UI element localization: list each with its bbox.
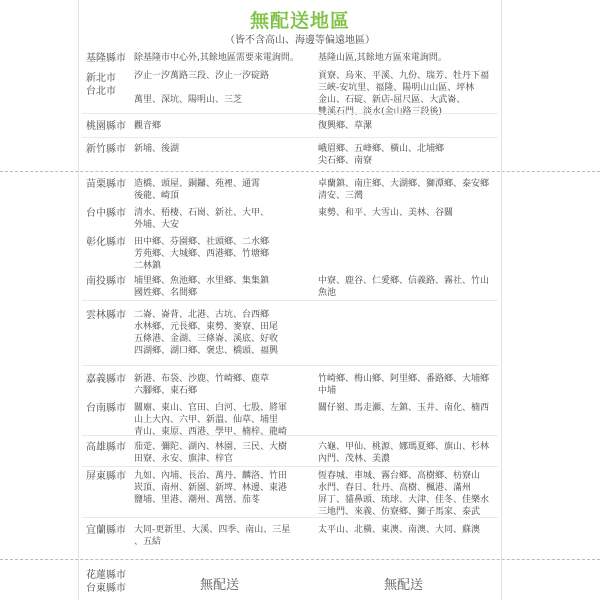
district-list-col1 <box>134 402 312 438</box>
district-line: 除基隆市中心外,其餘地區需要來電詢問。 <box>134 53 299 63</box>
footer-col2: 無配送 <box>384 578 424 593</box>
district-line: 東勢、和平、大雪山、美林、谷關 <box>318 208 454 218</box>
district-line: 中寮、鹿谷、仁愛鄉、信義路、霧社、竹山 <box>318 276 490 286</box>
county-name <box>86 275 126 288</box>
district-line: 崁頂、南州、新園、新埤、林邊、東港 <box>134 483 288 493</box>
district-list-col1 <box>134 207 312 231</box>
district-line: 田寮、永安、旗津、梓官 <box>134 454 234 464</box>
district-list-col2 <box>318 178 498 202</box>
county-line: 苗栗縣市 <box>86 179 126 190</box>
row-separator <box>82 365 498 366</box>
county-name <box>86 402 126 415</box>
county-name <box>86 120 126 133</box>
district-line: 新港、布袋、沙鹿、竹崎鄉、鹿草 <box>134 374 270 384</box>
county-name <box>86 207 126 220</box>
district-line: 峨眉鄉、五峰鄉、橫山、北埔鄉 <box>318 144 445 154</box>
footer-col1: 無配送 <box>200 578 240 593</box>
district-list-col1 <box>134 470 312 506</box>
district-line: 水林鄉、元長鄉、東勢、麥寮、田尾 <box>134 322 279 332</box>
county-name <box>86 524 126 537</box>
district-list-col2 <box>318 275 498 299</box>
district-line: 後龍、崎頂 <box>134 191 180 201</box>
district-list-col2 <box>318 70 498 118</box>
district-line: 新埔、後湖 <box>134 144 180 154</box>
county-name <box>86 309 126 322</box>
district-line: 三峽-安坑里、福隆、陽明山山區、坪林 <box>318 83 475 93</box>
district-line: 竹崎鄉、梅山鄉、阿里鄉、番路鄉、大埔鄉 <box>318 374 490 384</box>
district-line: 三地門、來義、仿寮鄉、獅子馬家、泰武 <box>318 507 481 517</box>
district-line: 外埔、大安 <box>134 220 180 230</box>
district-line: 鹽埔、里港、潮州、萬巒、茄苳 <box>134 495 261 505</box>
county-line: 桃園縣市 <box>86 121 126 132</box>
county-line: 基隆縣市 <box>86 53 126 64</box>
district-list-col2 <box>318 143 498 167</box>
district-list-col1 <box>134 524 312 548</box>
district-list-col1 <box>134 441 312 465</box>
row-separator <box>82 113 498 114</box>
row-separator <box>82 466 498 467</box>
county-line: 宜蘭縣市 <box>86 525 126 536</box>
district-list-col1 <box>134 120 312 132</box>
county-line: 新竹縣市 <box>86 144 126 155</box>
county-name <box>86 72 116 98</box>
district-line: 六龜、甲仙、桃源、娜瑪夏鄉、旗山、杉林 <box>318 442 490 452</box>
district-line: 雙溪石門、淡水(金山路三段後) <box>318 107 443 117</box>
district-line: 田中鄉、芬園鄉、社頭鄉、二水鄉 <box>134 237 270 247</box>
district-line: 四湖鄉、湖口鄉、褒忠、橋頭、福興 <box>134 346 279 356</box>
county-name <box>86 143 126 156</box>
district-line: 尖石鄉、南寮 <box>318 156 373 166</box>
district-line: 山上大內、六甲、新溫、仙草、埔里 <box>134 415 279 425</box>
district-list-col1 <box>134 178 312 202</box>
county-line: 彰化縣市 <box>86 237 126 248</box>
page-title: 無配送地區 <box>249 10 350 32</box>
district-list-col2 <box>318 524 498 536</box>
district-line: 太平山、北橫、東澳、南澳、大同、蘇澳 <box>318 525 481 535</box>
district-list-col2 <box>318 120 498 132</box>
district-line: 恆春城、車城、霧台鄉、高樹鄉、枋寮山 <box>318 471 481 481</box>
county-line: 屏東縣市 <box>86 471 126 482</box>
district-line <box>134 82 312 94</box>
district-line: 觀音鄉 <box>134 121 162 131</box>
county-line: 南投縣市 <box>86 276 126 287</box>
district-line: 二林鎮 <box>134 261 162 271</box>
district-line: 五條港、金湖、三條崙、溪底、好收 <box>134 334 279 344</box>
district-line: 中埔 <box>318 386 337 396</box>
district-line: 萬里、深坑、陽明山、三芝 <box>134 95 243 105</box>
page-subtitle: （皆不含高山、海邊等偏遠地區） <box>225 35 375 46</box>
county-name <box>86 52 126 65</box>
district-list-col2 <box>318 402 498 414</box>
county-name <box>86 470 126 483</box>
dashed-divider <box>0 171 600 172</box>
district-list-col1 <box>134 143 312 155</box>
district-line: 造橋、頭屋、銅鑼、苑裡、通霄 <box>134 179 261 189</box>
district-line: 九如、內埔、長治、萬丹、麟洛、竹田 <box>134 471 288 481</box>
district-list-col1 <box>134 52 312 64</box>
district-list-col2 <box>318 207 498 219</box>
footer-county <box>86 569 126 595</box>
district-line: 大同-更新里、大溪、四季、南山、三星 <box>134 525 291 535</box>
district-line: 清水、梧棲、石崗、新社、大甲、 <box>134 208 270 218</box>
district-line: 清安、三灣 <box>318 191 364 201</box>
district-line: 汐止一汐萬路三段、汐止一汐碇路 <box>134 71 270 81</box>
district-line: 屏丁、貓鼻頭、琉球、大津、佳冬、佳樂水 <box>318 495 490 505</box>
district-line: 青山、東原、西港、學甲、楠梓、龍崎 <box>134 427 288 437</box>
county-name <box>86 236 126 249</box>
county-name <box>86 178 126 191</box>
county-line: 雲林縣市 <box>86 310 126 321</box>
district-list-col2 <box>318 470 498 518</box>
district-line: 關廟、東山、官田、白河、七股、將軍 <box>134 403 288 413</box>
district-line: 水門、春日、牡丹、高樹、楓港、滿州 <box>318 483 472 493</box>
county-line: 台中縣市 <box>86 208 126 219</box>
district-line: 卓蘭鎮、南庄鄉、大湖鄉、獅潭鄉、泰安鄉 <box>318 179 490 189</box>
district-line: 二崙、崙背、北港、古坑、台西鄉 <box>134 310 270 320</box>
county-line: 嘉義縣市 <box>86 374 126 385</box>
district-line: 關仔嶺、馬走瀬、左鎮、玉井、南化、楠西 <box>318 403 490 413</box>
district-list-col2 <box>318 441 498 465</box>
district-list-col1 <box>134 309 312 357</box>
district-line: 內門、茂林、美濃 <box>318 454 391 464</box>
county-line: 台南縣市 <box>86 403 126 414</box>
district-list-col1 <box>134 373 312 397</box>
county-line: 新北市 <box>86 73 116 84</box>
row-separator <box>82 137 498 138</box>
row-separator <box>82 517 498 518</box>
district-line: 復興鄉、草漯 <box>318 121 373 131</box>
district-list-col1 <box>134 275 312 299</box>
district-line: 芳苑鄉、大城鄉、西港鄉、竹塘鄉 <box>134 249 270 259</box>
county-name <box>86 441 126 454</box>
district-line: 、五結 <box>134 537 162 547</box>
county-line: 台北市 <box>86 86 116 97</box>
district-line: 貢寮、烏來、平溪、九份、瑞芳、牡丹下福 <box>318 71 490 81</box>
district-line: 國姓鄉、名間鄉 <box>134 288 198 298</box>
district-list-col2 <box>318 52 498 64</box>
row-separator <box>82 300 498 301</box>
dashed-divider <box>0 559 600 560</box>
district-list-col1 <box>134 70 312 106</box>
row-separator <box>82 435 498 436</box>
county-name <box>86 373 126 386</box>
district-line: 六腳鄉、東石鄉 <box>134 386 198 396</box>
district-line: 基隆山區,其餘地方區來電詢問。 <box>318 53 447 63</box>
district-line: 魚池 <box>318 288 337 298</box>
district-line: 金山、石碇、新店-屈尺區、大武崙、 <box>318 95 466 105</box>
county-line: 台東縣市 <box>86 583 126 594</box>
district-line: 茄萣、彌陀、湖內、林園、三民、大樹 <box>134 442 288 452</box>
district-list-col2 <box>318 373 498 397</box>
district-list-col1 <box>134 236 312 272</box>
county-line: 花蓮縣市 <box>86 570 126 581</box>
district-line: 埔里鄉、魚池鄉、水里鄉、集集鎮 <box>134 276 270 286</box>
county-line: 高雄縣市 <box>86 442 126 453</box>
